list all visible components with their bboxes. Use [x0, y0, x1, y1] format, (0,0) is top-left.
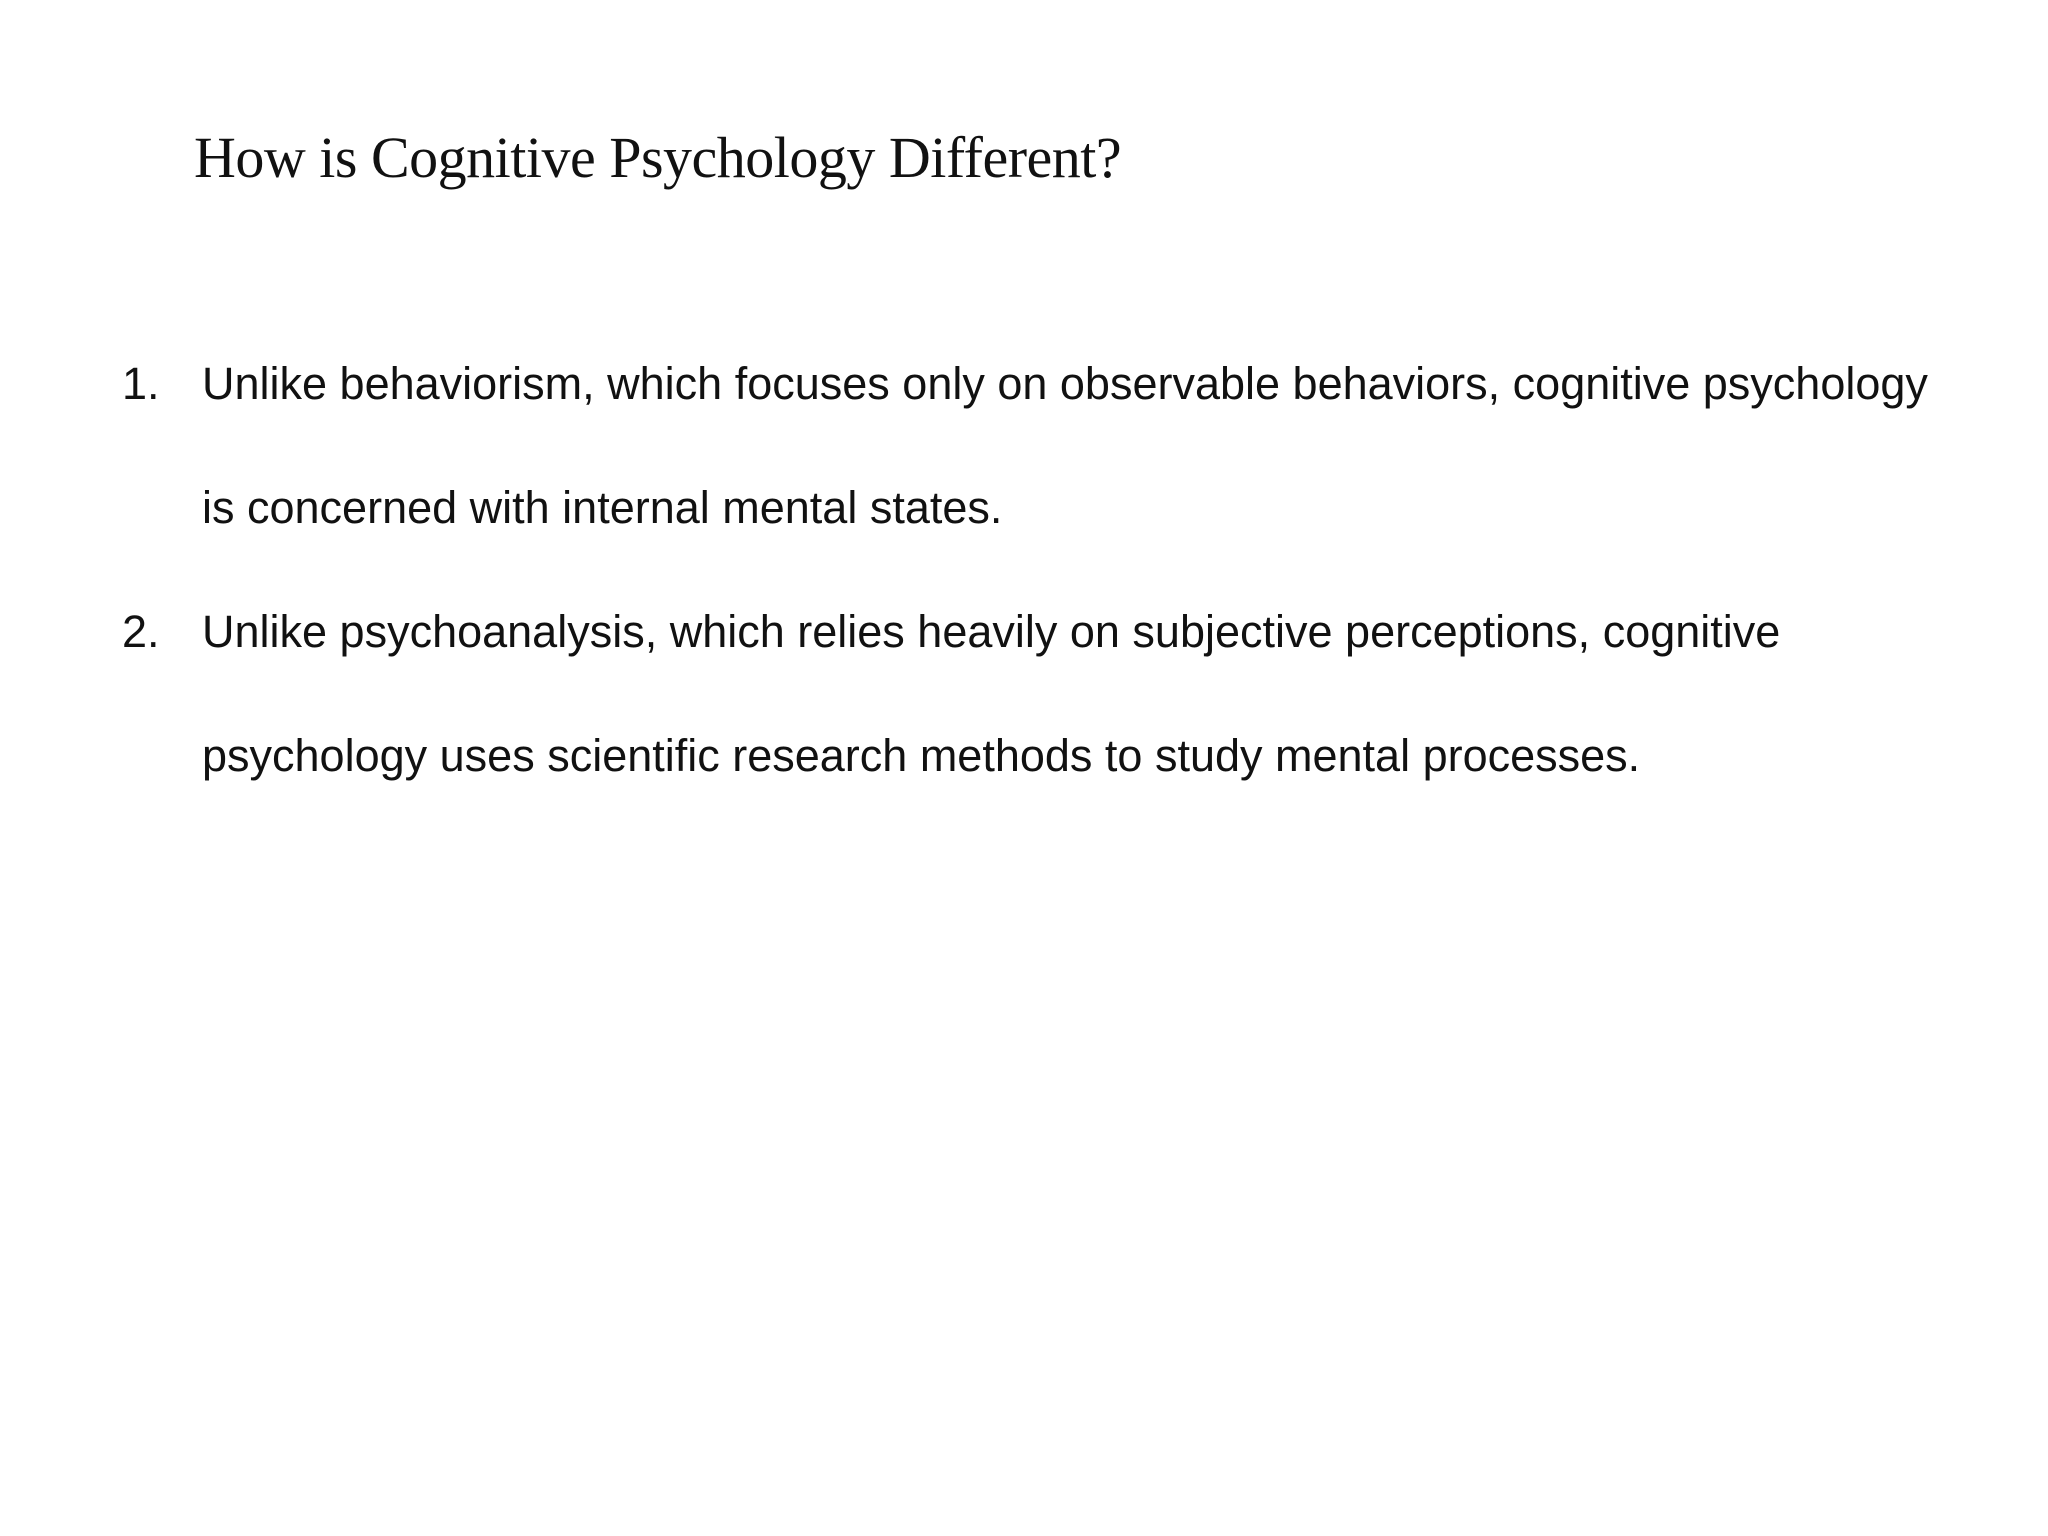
slide-title: How is Cognitive Psychology Different?	[194, 125, 1122, 190]
list-item-text: Unlike behaviorism, which focuses only on observable behaviors, cognitive psychology is concerned with internal mental states.	[202, 358, 1928, 533]
list-item-number: 1.	[122, 358, 160, 409]
list-item-number: 2.	[122, 606, 160, 657]
numbered-list	[122, 322, 1942, 818]
list-item	[122, 322, 1942, 570]
list-item-text: Unlike psychoanalysis, which relies heavily on subjective perceptions, cognitive psychology uses scientific research methods to study mental processes.	[202, 606, 1781, 781]
list-item	[122, 570, 1942, 818]
